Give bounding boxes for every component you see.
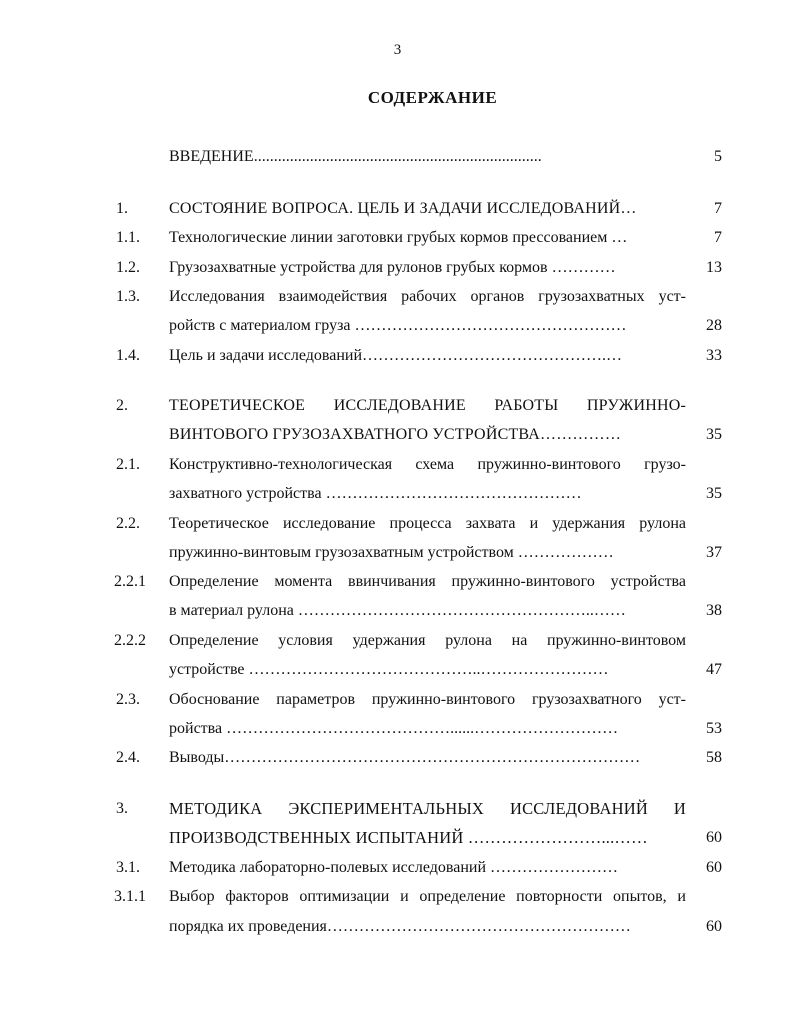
toc-entry-num: 3. <box>116 800 128 817</box>
toc-entry-text-cont[interactable]: в материал рулона ………………………………………………..…… <box>169 602 626 619</box>
toc-entry-num: 1. <box>116 200 128 217</box>
toc-entry-page: 13 <box>706 259 722 276</box>
toc-entry-num: 3.1.1 <box>114 888 146 905</box>
toc-entry-text[interactable]: Определение момента ввинчивания пружинно-винтового устройства <box>169 573 686 590</box>
toc-entry-text[interactable]: Методика лабораторно-полевых исследований …………………… <box>169 859 619 876</box>
toc-entry-page: 37 <box>706 544 722 561</box>
page-number: 3 <box>393 42 402 58</box>
toc-entry-page: 53 <box>706 720 722 737</box>
toc-entry-text-cont[interactable]: захватного устройства ………………………………………… <box>169 485 582 502</box>
toc-entry-text-cont[interactable]: ройства ……………………………………......……………………… <box>169 720 619 737</box>
toc-entry-num: 2.2.1 <box>114 573 146 590</box>
toc-entry-text-cont[interactable]: пружинно-винтовым грузозахватным устройством ……………… <box>169 544 614 561</box>
toc-entry-num: 2.1. <box>116 456 140 473</box>
toc-entry-text[interactable]: Грузозахватные устройства для рулонов грубых кормов ………… <box>169 259 616 276</box>
page-title: СОДЕРЖАНИЕ <box>367 88 498 107</box>
toc-entry-text[interactable]: Выводы…………………………………………………………………… <box>169 749 641 766</box>
toc-entry-num: 1.1. <box>116 229 140 246</box>
toc-entry-text[interactable]: Технологические линии заготовки грубых кормов прессованием … <box>169 229 628 246</box>
toc-entry-text[interactable]: Теоретическое исследование процесса захвата и удержания рулона <box>169 515 686 532</box>
toc-entry-page: 35 <box>706 485 722 502</box>
toc-entry-page: 35 <box>706 426 722 443</box>
toc-entry-text[interactable]: Исследования взаимодействия рабочих органов грузозахватных уст- <box>169 288 686 305</box>
toc-entry-num: 1.2. <box>116 259 140 276</box>
toc-entry-page: 33 <box>706 347 722 364</box>
toc-entry-num: 2.2.2 <box>114 632 146 649</box>
toc-entry-text[interactable]: СОСТОЯНИЕ ВОПРОСА. ЦЕЛЬ И ЗАДАЧИ ИССЛЕДОВАНИЙ… <box>169 200 637 217</box>
toc-entry-text-cont[interactable]: порядка их проведения………………………………………………… <box>169 918 631 935</box>
toc-entry-num: 3.1. <box>116 859 140 876</box>
toc-entry-num: 2. <box>116 397 128 414</box>
toc-entry-num: 1.3. <box>116 288 140 305</box>
toc-entry-text-cont[interactable]: устройстве ……………………………………..…………………… <box>169 661 609 678</box>
toc-entry-text[interactable]: Обоснование параметров пружинно-винтового грузозахватного уст- <box>169 691 686 708</box>
toc-entry-page: 28 <box>706 317 722 334</box>
toc-entry-num: 2.2. <box>116 515 140 532</box>
toc-entry-text[interactable]: Конструктивно-технологическая схема пружинно-винтового грузо- <box>169 456 686 473</box>
toc-entry-text[interactable]: Цель и задачи исследований……………………………………….… <box>169 347 623 364</box>
toc-entry-text-cont[interactable]: ВИНТОВОГО ГРУЗОЗАХВАТНОГО УСТРОЙСТВА…………… <box>169 426 622 443</box>
toc-entry-text[interactable]: Определение условия удержания рулона на пружинно-винтовом <box>169 632 686 649</box>
toc-entry-page: 47 <box>706 661 722 678</box>
toc-entry-text[interactable]: ТЕОРЕТИЧЕСКОЕ ИССЛЕДОВАНИЕ РАБОТЫ ПРУЖИННО- <box>169 397 686 414</box>
toc-entry-text-cont[interactable]: ПРОИЗВОДСТВЕННЫХ ИСПЫТАНИЙ ……………………...…… <box>169 828 648 847</box>
toc-entry-num: 2.4. <box>116 749 140 766</box>
toc-entry-page: 60 <box>706 859 722 876</box>
toc-entry-text[interactable]: Выбор факторов оптимизации и определение повторности опытов, и <box>169 888 686 905</box>
toc-entry-intro-page: 5 <box>714 148 722 165</box>
toc-entry-text-cont[interactable]: ройств с материалом груза …………………………………………… <box>169 317 627 334</box>
toc-entry-page: 60 <box>706 829 722 846</box>
toc-entry-num: 1.4. <box>116 347 140 364</box>
toc-entry-page: 38 <box>706 602 722 619</box>
toc-entry-page: 60 <box>706 918 722 935</box>
toc-entry-page: 58 <box>706 749 722 766</box>
toc-entry-intro-text[interactable]: ВВЕДЕНИЕ........................................................................ <box>169 148 542 165</box>
toc-entry-page: 7 <box>714 200 722 217</box>
toc-entry-page: 7 <box>714 229 722 246</box>
toc-entry-text[interactable]: МЕТОДИКА ЭКСПЕРИМЕНТАЛЬНЫХ ИССЛЕДОВАНИЙ И <box>169 799 686 818</box>
toc-entry-num: 2.3. <box>116 691 140 708</box>
